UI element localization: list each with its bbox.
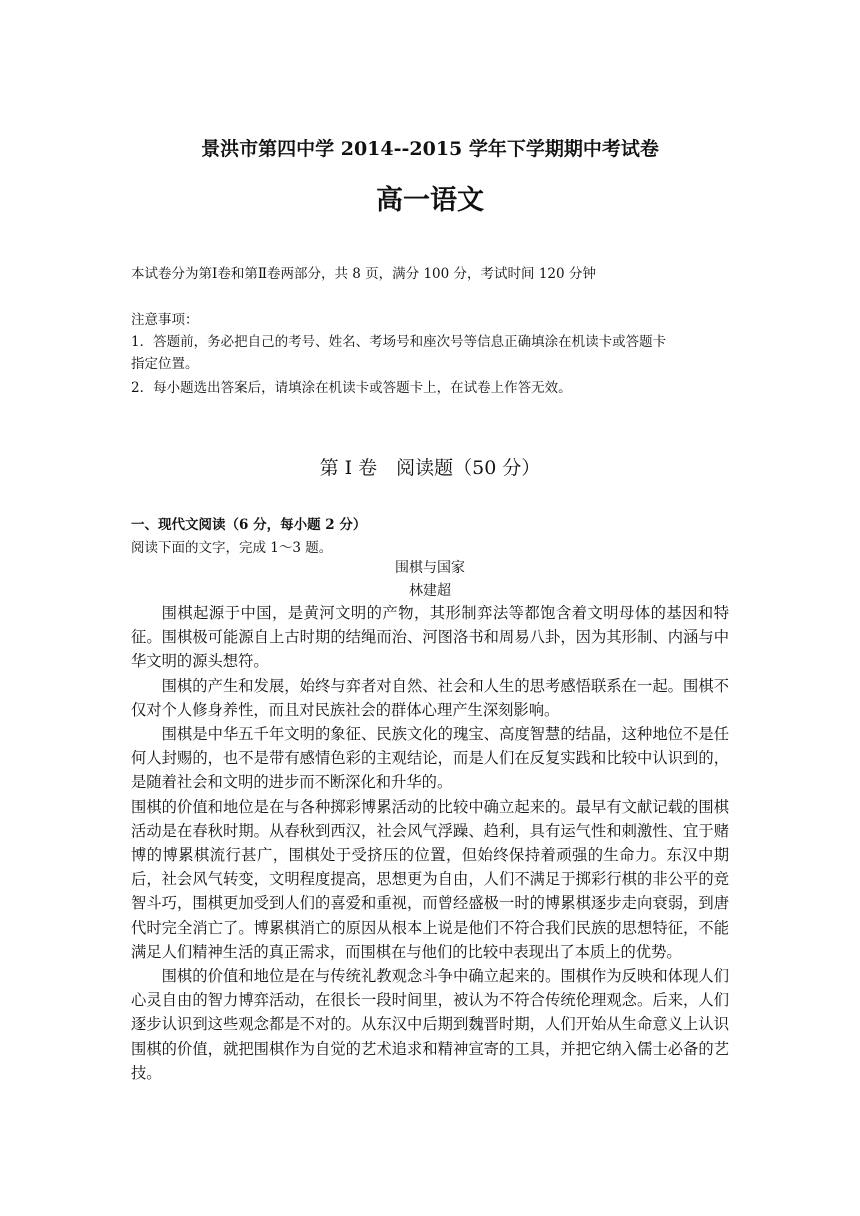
exam-intro: 本试卷分为第Ⅰ卷和第Ⅱ卷两部分，共 8 页，满分 100 分，考试时间 120 分钟 [131, 266, 596, 282]
section-heading: 第 I 卷 阅读题（50 分） [319, 457, 541, 479]
article-paragraph: 围棋的价值和地位是在与各种掷彩博累活动的比较中确立起来的。最早有文献记载的围棋活动是在春秋时期。从春秋到西汉，社会风气浮躁、趋利，具有运气性和刺激性、宜于赌博的博累棋流行甚广，围棋处于受挤压的位置，但始终保持着顽强的生命力。东汉中期后，社会风气转变，文明程度提高，思想更为自由，人们不满足于掷彩行棋的非公平的竞智斗巧，围棋更加受到人们的喜爱和重视，而曾经盛极一时的博累棋逐步走向衰弱，到唐代时完全消亡了。博累棋消亡的原因从根本上说是他们不符合我们民族的思想特征，不能满足人们精神生活的真正需求，而围棋在与他们的比较中表现出了本质上的优势。 [131, 797, 729, 961]
note-item-1: 1．答题前，务必把自己的考号、姓名、考场号和座次号等信息正确填涂在机读卡或答题卡 [131, 334, 667, 350]
article-paragraph: 围棋的产生和发展，始终与弈者对自然、社会和人生的思考感悟联系在一起。围棋不仅对个人修身养性，而且对民族社会的群体心理产生深刻影响。 [131, 676, 729, 719]
article-paragraph: 围棋是中华五千年文明的象征、民族文化的瑰宝、高度智慧的结晶，这种地位不是任何人封赐的，也不是带有感情色彩的主观结论，而是人们在反复实践和比较中认识到的，是随着社会和文明的进步而不断深化和升华的。 [131, 725, 729, 792]
exam-subject: 高一语文 [376, 185, 484, 216]
part1-heading: 一、现代文阅读（6 分，每小题 2 分） [131, 517, 367, 533]
note-item-1-continued: 指定位置。 [131, 356, 199, 372]
article-body [131, 601, 729, 1085]
exam-title: 景洪市第四中学 2014--2015 学年下学期期中考试卷 [201, 138, 659, 160]
article-author: 林建超 [409, 583, 451, 599]
note-item-2: 2．每小题选出答案后，请填涂在机读卡或答题卡上，在试卷上作答无效。 [131, 380, 572, 396]
article-paragraph: 围棋的价值和地位是在与传统礼教观念斗争中确立起来的。围棋作为反映和体现人们心灵自由的智力博弈活动，在很长一段时间里，被认为不符合传统伦理观念。后来，人们逐步认识到这些观念都是不对的。从东汉中后期到魏晋时期，人们开始从生命意义上认识围棋的价值，就把围棋作为自觉的艺术追求和精神宣寄的工具，并把它纳入儒士必备的艺技。 [131, 967, 729, 1082]
article-paragraph: 围棋起源于中国，是黄河文明的产物，其形制弈法等都饱含着文明母体的基因和特征。围棋极可能源自上古时期的结绳而治、河图洛书和周易八卦，因为其形制、内涵与中华文明的源头想符。 [131, 604, 729, 671]
notes-heading: 注意事项： [131, 312, 199, 328]
part1-instruction: 阅读下面的文字，完成 1～3 题。 [131, 540, 333, 556]
article-title: 围棋与国家 [395, 560, 465, 576]
